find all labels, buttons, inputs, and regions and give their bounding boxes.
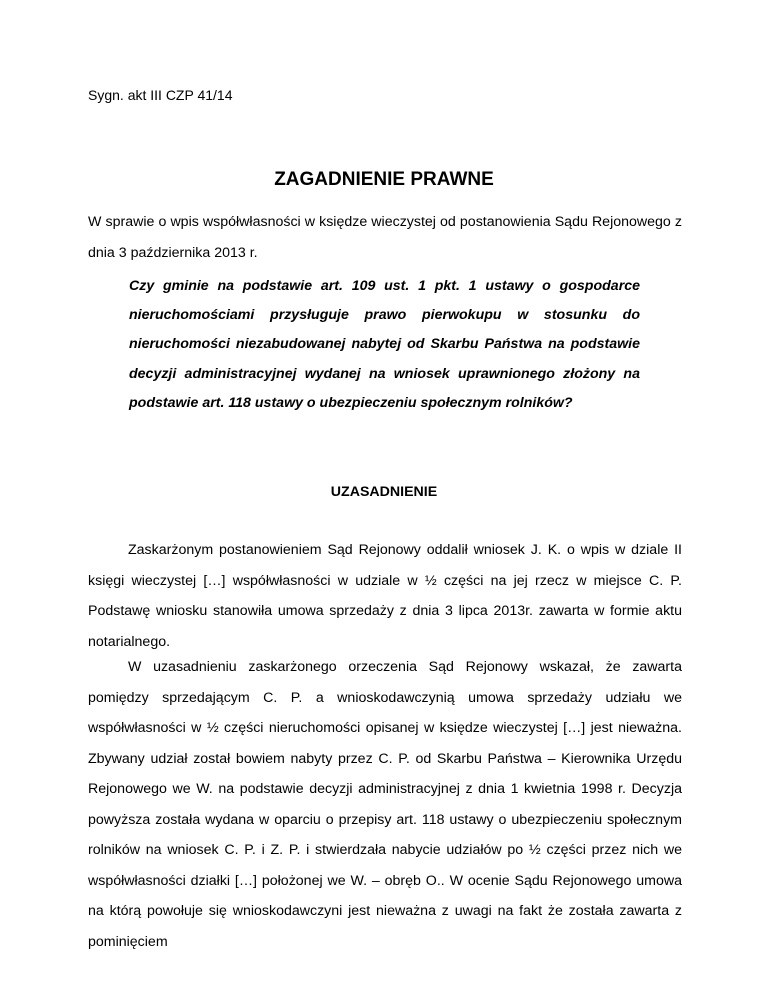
case-number: Sygn. akt III CZP 41/14 [88,87,233,103]
body-paragraph: W uzasadnieniu zaskarżonego orzeczenia Sąd Rejonowy wskazał, że zawarta pomiędzy sprzedającym C. P. a wnioskodawczynią umowa sprzedaży udziału we współwłasności w ½ części nieruchomości opisanej w księdze wieczystej […] jest nieważna. Zbywany udział został bowiem nabyty przez C. P. od Skarbu Państwa – Kierownika Urzędu Rejonowego we W. na podstawie decyzji administracyjnej z dnia 1 kwietnia 1998 r. Decyzja powyższa została wydana w oparciu o przepisy art. 118 ustawy o ubezpieczeniu społecznym rolników na wniosek C. P. i Z. P. i stwierdzała nabycie udziałów po ½ części przez nich we współwłasności działki […] położonej we W. – obręb O.. W ocenie Sądu Rejonowego umowa na którą powołuje się wnioskodawczyni jest nieważna z uwagi na fakt że została zawarta z pominięciem [88,659,682,950]
section-heading-justification: UZASADNIENIE [330,484,438,500]
document-title: ZAGADNIENIE PRAWNE [274,169,494,190]
body-paragraph: Zaskarżonym postanowieniem Sąd Rejonowy oddalił wniosek J. K. o wpis w dziale II księgi wieczystej […] współwłasności w udziale w ½ części na jej rzecz w miejsce C. P. Podstawę wniosku stanowiła umowa sprzedaży z dnia 3 lipca 2013r. zawarta w formie aktu notarialnego. [88,542,682,650]
intro-paragraph: W sprawie o wpis współwłasności w księdze wieczystej od postanowienia Sądu Rejonowego z dnia 3 października 2013 r. [88,214,682,261]
legal-question: Czy gminie na podstawie art. 109 ust. 1 pkt. 1 ustawy o gospodarce nieruchomościami przysługuje prawo pierwokupu w stosunku do nieruchomości niezabudowanej nabytej od Skarbu Państwa na podstawie decyzji administracyjnej wydanej na wniosek uprawnionego złożony na podstawie art. 118 ustawy o ubezpieczeniu społecznym rolników? [129,278,640,411]
